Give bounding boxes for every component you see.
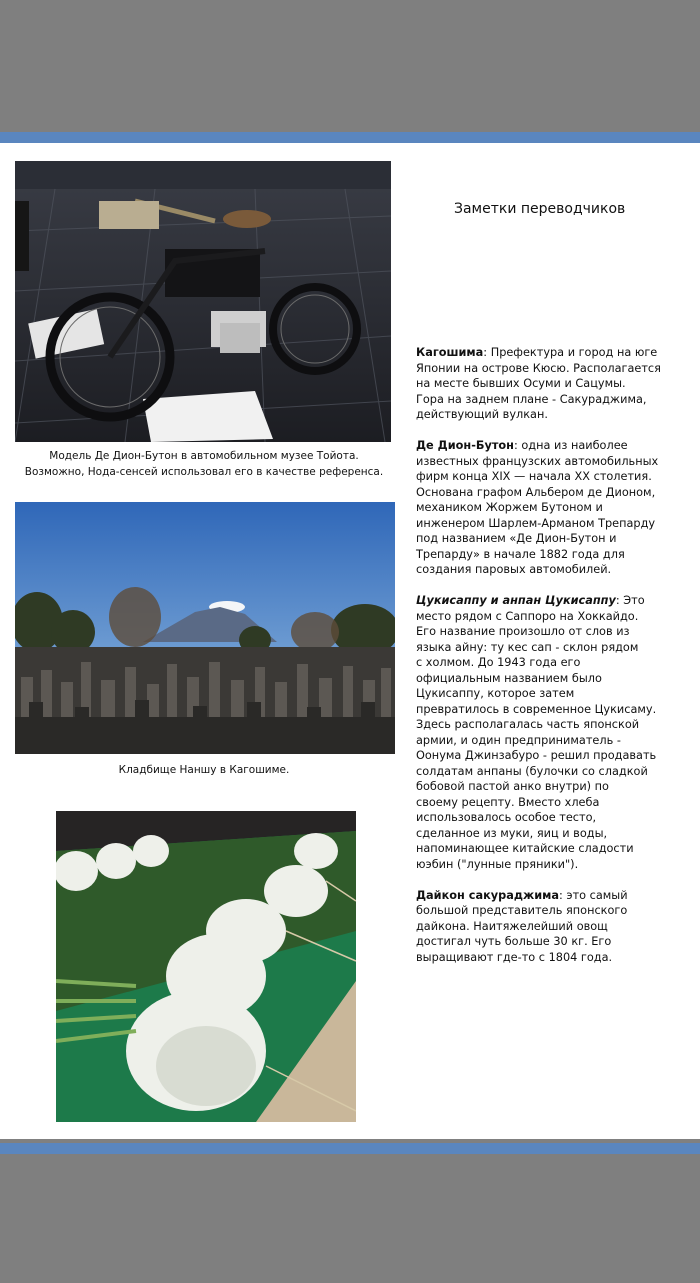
note-text-line: место рядом с Саппоро на Хоккайдо.: [416, 609, 639, 623]
note-text-line: большой представитель японского: [416, 904, 628, 917]
note-text-line: Цукисаппу, которое затем: [416, 687, 575, 700]
bottom-accent-bar: [0, 1143, 700, 1154]
cemetery-caption-line: Кладбище Наншу в Кагошиме.: [118, 764, 290, 776]
note-text-line: Оонума Джинзабуро - решил продавать: [416, 749, 657, 762]
note-text-line: Основана графом Альбером де Дионом,: [416, 485, 656, 499]
note-text-line: превратилось в современное Цукисаму.: [416, 702, 657, 716]
note-text-line: достигал чуть больше 30 кг. Его: [416, 935, 612, 948]
note-text-line: с холмом. До 1943 года его: [416, 656, 581, 669]
cemetery-photo-caption: [14, 762, 394, 778]
note-term-de-dion-bouton: Де Дион-Бутон: [416, 439, 514, 452]
translator-notes-title: Заметки переводчиков: [454, 201, 626, 217]
note-text-line: Гора на заднем плане - Сакураджима,: [416, 392, 647, 406]
note-de-dion-bouton: [416, 438, 696, 578]
top-gray-margin: [0, 0, 700, 132]
note-text-line: выращивают где-то с 1804 года.: [416, 950, 613, 964]
note-text-line: дайкона. Наитяжелейший овощ: [416, 919, 608, 933]
note-text-line: под названием «Де Дион-Бутон и: [416, 532, 617, 545]
car-museum-photo: [15, 161, 391, 442]
translator-notes: [416, 345, 696, 981]
note-text-line: бобовой пастой анко внутри) по: [416, 780, 609, 793]
note-text-line: : это самый: [558, 888, 628, 902]
bottom-gray-margin: [0, 1154, 700, 1283]
note-text-line: известных французских автомобильных: [416, 454, 659, 468]
note-text-line: использовалось особое тесто,: [416, 811, 597, 824]
top-accent-bar: [0, 132, 700, 143]
note-text-line: создания паровых автомобилей.: [416, 563, 612, 576]
cemetery-photo: [15, 502, 395, 754]
note-term-kagoshima: Кагошима: [416, 346, 484, 359]
car-photo-caption: [14, 448, 394, 480]
note-text-line: юэбин ("лунные пряники").: [416, 857, 579, 871]
note-text-line: инженером Шарлем-Арманом Трепарду: [416, 516, 656, 530]
note-text-line: языка айну: ту кес сап - склон рядом: [416, 640, 639, 654]
note-text-line: на месте бывших Осуми и Сацумы.: [416, 377, 626, 390]
note-text-line: механиком Жоржем Бутоном и: [416, 501, 603, 514]
note-term-daikon: Дайкон сакураджима: [416, 888, 559, 902]
note-tsukisappu: [416, 593, 696, 872]
note-text-line: Трепарду» в начале 1882 года для: [416, 547, 625, 561]
note-text-line: официальным названием было: [416, 671, 602, 685]
note-text-line: : одна из наиболее: [513, 439, 628, 452]
note-text-line: Японии на острове Кюсю. Располагается: [416, 361, 661, 375]
note-text-line: армии, и один предприниматель -: [416, 733, 621, 747]
daikon-photo: [56, 811, 356, 1122]
note-text-line: : Префектура и город на юге: [483, 346, 658, 359]
note-text-line: своему рецепту. Вместо хлеба: [416, 795, 600, 809]
note-text-line: сделанное из муки, яиц и воды,: [416, 826, 608, 840]
car-caption-line-2: Возможно, Нода-сенсей использовал его в качестве референса.: [24, 466, 384, 478]
note-text-line: солдатам анпаны (булочки со сладкой: [416, 764, 648, 778]
note-term-tsukisappu: Цукисаппу и анпан Цукисаппу: [416, 594, 616, 607]
note-text-line: Здесь располагалась часть японской: [416, 718, 640, 731]
car-caption-line-1: Модель Де Дион-Бутон в автомобильном музее Тойота.: [49, 450, 359, 462]
note-text-line: действующий вулкан.: [416, 408, 548, 421]
note-text-line: Его название произошло от слов из: [416, 625, 630, 638]
note-text-line: : Это: [615, 594, 645, 607]
note-text-line: напоминающее китайские сладости: [416, 842, 634, 855]
note-kagoshima: [416, 345, 696, 423]
note-text-line: фирм конца XIX — начала XX столетия.: [416, 470, 652, 483]
note-daikon: [416, 888, 696, 966]
